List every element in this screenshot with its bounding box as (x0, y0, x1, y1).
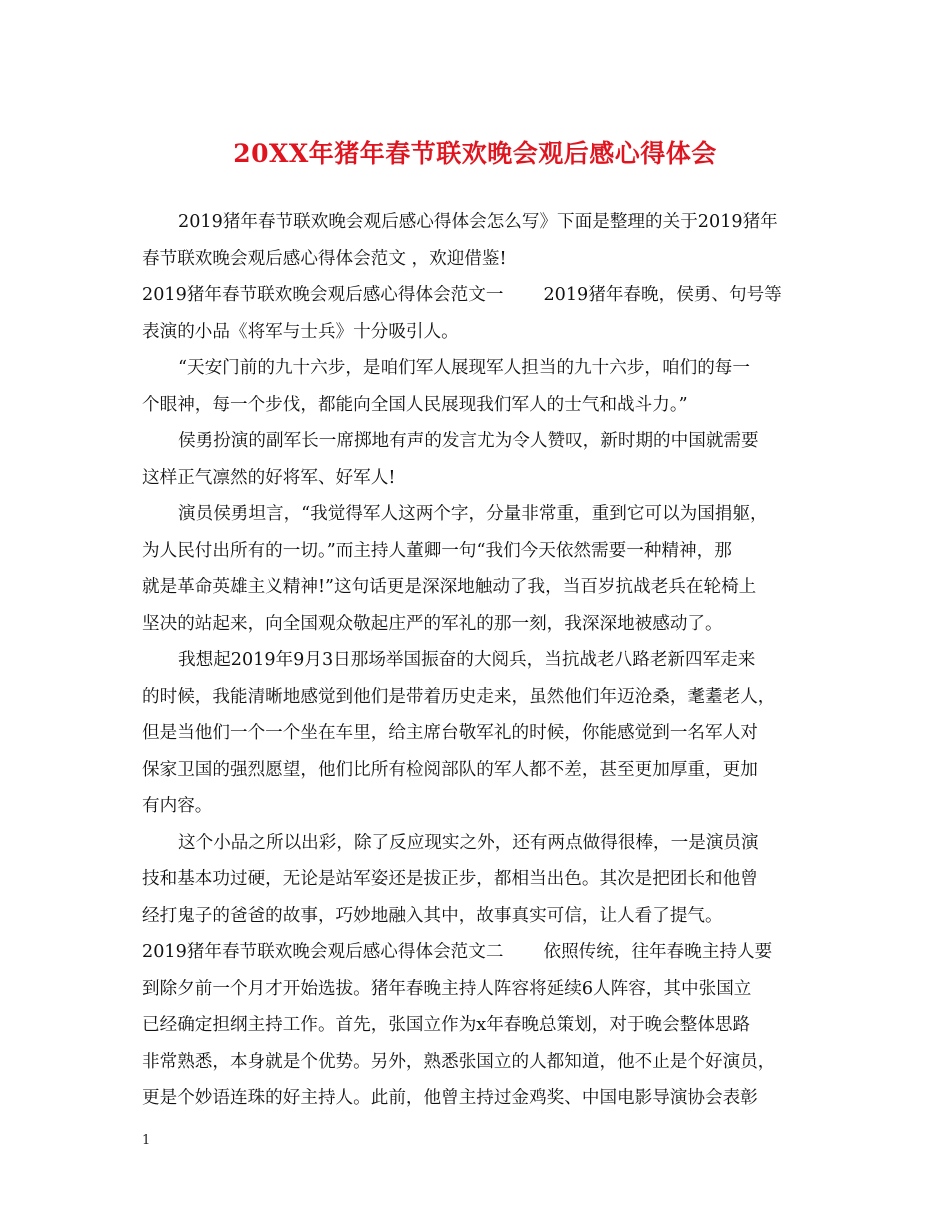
section-heading: 2019猪年春节联欢晚会观后感心得体会范文一 (142, 285, 504, 305)
paragraph-line: 坚决的站起来，向全国观众敬起庄严的军礼的那一刻，我深深地被感动了。 (142, 613, 723, 634)
paragraph-text: 依照传统，往年春晚主持人要 (543, 942, 773, 962)
paragraph-line: 为人民付出所有的一切。”而主持人董卿一句“我们今天依然需要一种精神，那 (142, 540, 732, 561)
paragraph-line (142, 934, 814, 971)
paragraph-line: 到除夕前一个月才开始选拔。猪年春晚主持人阵容将延续6人阵容，其中张国立 (142, 978, 752, 999)
paragraph-line: 更是个妙语连珠的好主持人。此前，他曾主持过金鸡奖、中国电影导演协会表彰 (142, 1088, 758, 1108)
paragraph-line: 演员侯勇坦言，“我觉得军人这两个字，分量非常重，重到它可以为国捐躯， (178, 504, 768, 524)
paragraph-line: 但是当他们一个一个坐在车里，给主席台敬军礼的时候，你能感觉到一名军人对 (142, 723, 758, 743)
document-title: 20XX年猪年春节联欢晚会观后感心得体会 (233, 139, 717, 168)
section-heading: 2019猪年春节联欢晚会观后感心得体会范文二 (142, 942, 504, 962)
paragraph-line: 就是革命英雄主义精神!”这句话更是深深地触动了我，当百岁抗战老兵在轮椅上 (142, 577, 757, 597)
paragraph-line: 我想起2019年9月3日那场举国振奋的大阅兵，当抗战老八路老新四军走来 (178, 650, 756, 670)
paragraph-line: 2019猪年春节联欢晚会观后感心得体会怎么写》下面是整理的关于2019猪年 (178, 212, 778, 232)
paragraph-line: 技和基本功过硬，无论是站军姿还是拔正步，都相当出色。其次是把团长和他曾 (142, 869, 758, 889)
paragraph-line: 这个小品之所以出彩，除了反应现实之外，还有两点做得很棒，一是演员演 (178, 832, 759, 853)
paragraph-line: 经打鬼子的爸爸的故事，巧妙地融入其中，故事真实可信，让人看了提气。 (142, 905, 723, 926)
paragraph-line: 非常熟悉，本身就是个优势。另外，熟悉张国立的人都知道，他不止是个好演员， (142, 1051, 776, 1072)
paragraph-line: 保家卫国的强烈愿望，他们比所有检阅部队的军人都不差，甚至更加厚重，更加 (142, 759, 758, 780)
paragraph-line: 春节联欢晚会观后感心得体会范文 ，欢迎借鉴! (142, 248, 507, 269)
paragraph-line: 有内容。 (142, 796, 213, 816)
paragraph-line: 已经确定担纲主持工作。首先，张国立作为x年春晚总策划，对于晚会整体思路 (142, 1015, 751, 1035)
paragraph-line: 的时候，我能清晰地感觉到他们是带着历史走来，虽然他们年迈沧桑，耄耋老人， (142, 686, 776, 707)
page-number: 1 (142, 1133, 151, 1148)
paragraph-line (142, 277, 814, 314)
paragraph-line: “天安门前的九十六步，是咱们军人展现军人担当的九十六步，咱们的每一 (178, 358, 750, 378)
document-body (142, 204, 814, 1117)
paragraph-text: 2019猪年春晚，侯勇、句号等 (543, 285, 782, 305)
paragraph-line: 这样正气凛然的好将军、好军人! (142, 467, 396, 488)
paragraph-line: 侯勇扮演的副军长一席掷地有声的发言尤为令人赞叹，新时期的中国就需要 (178, 431, 759, 451)
paragraph-line: 表演的小品《将军与士兵》十分吸引人。 (142, 321, 459, 342)
paragraph-line: 个眼神，每一个步伐，都能向全国人民展现我们军人的士气和战斗力。” (142, 394, 688, 415)
